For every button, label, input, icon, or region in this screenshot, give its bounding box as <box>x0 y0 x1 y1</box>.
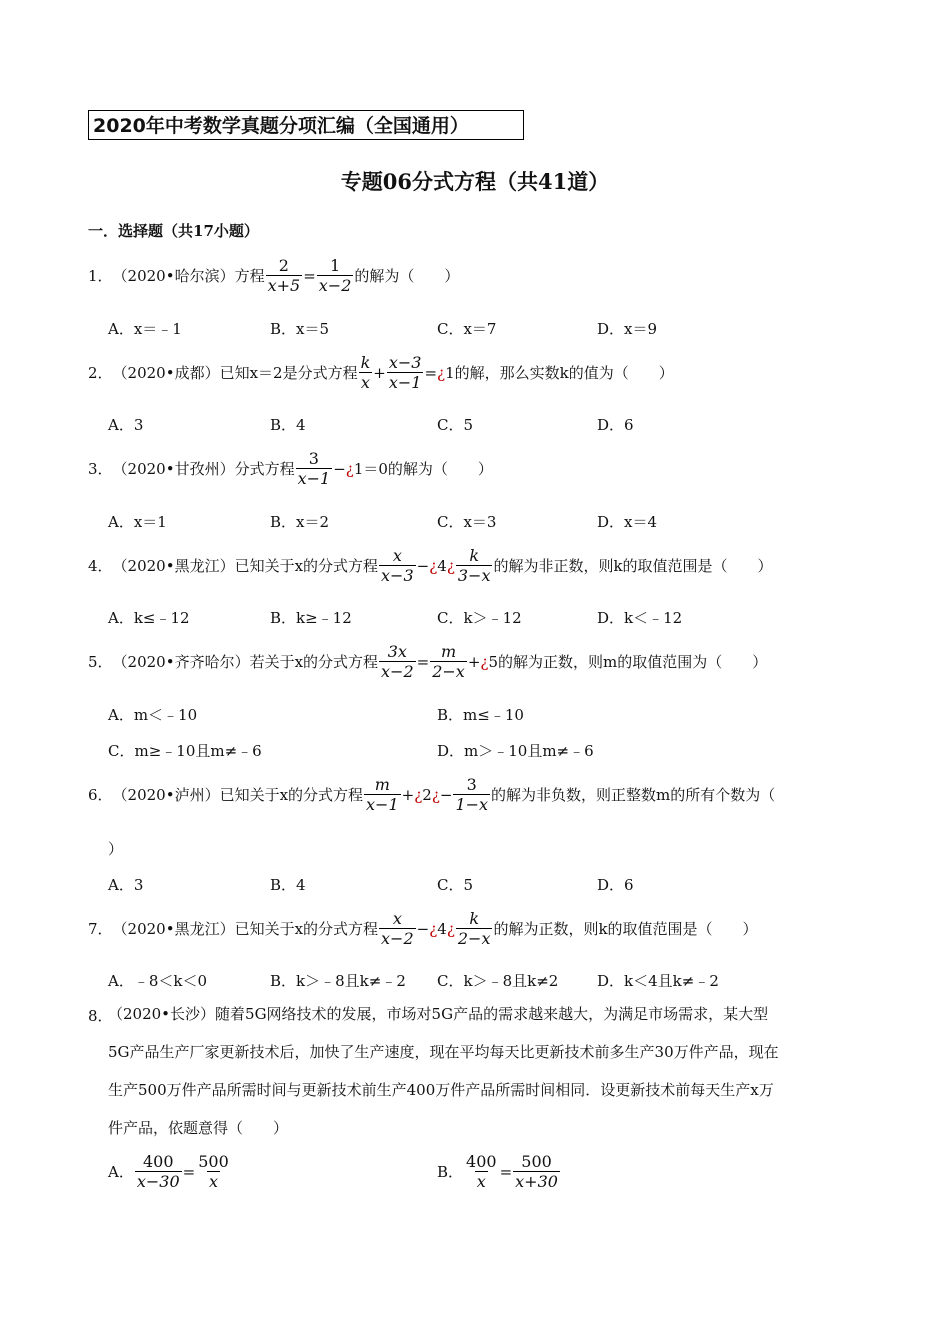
fraction: $\frac{400}{x-30}$ <box>136 1152 180 1191</box>
option-c: C．k＞﹣8且k≠2 <box>437 972 559 990</box>
question-8-line-2: 5G产品生产厂家更新技术后，加快了生产速度，现在平均每天比更新技术前多生产30万件产品，现在 <box>108 1043 779 1061</box>
fraction: $\frac{x}{x-2}$ <box>381 909 414 948</box>
rendering-glyph: ¿ <box>345 459 354 478</box>
option-a: A．m＜﹣10 <box>108 706 198 724</box>
question-number: 1． <box>88 267 113 285</box>
question-4: 4． （2020•黑龙江）已知关于x的分式方程 $\frac{x}{x-3}$ − ¿ 4 ¿ $\frac{k}{3-x}$ 的解为非正数，则k的取值范围是（ ） <box>88 546 773 585</box>
fraction: $\frac{m}{2-x}$ <box>432 642 465 681</box>
option-a: A．x＝1 <box>108 513 167 531</box>
question-source: （2020•黑龙江）已知关于x的分式方程 <box>112 557 379 575</box>
question-continuation: ） <box>108 840 124 858</box>
question-2: 2． （2020•成都）已知x＝2是分式方程 $\frac{k}{x}$ + $\frac{x-3}{x-1}$ = ¿ 1 的解，那么实数k的值为（ ） <box>88 353 674 392</box>
question-number: 7． <box>88 920 113 938</box>
option-b: B．x＝2 <box>270 513 330 531</box>
option-a: A．k≤﹣12 <box>108 609 190 627</box>
question-number: 3． <box>88 460 113 478</box>
option-a: A．3 <box>108 876 144 894</box>
question-source: （2020•泸州）已知关于x的分式方程 <box>112 786 364 804</box>
question-number: 2． <box>88 364 113 382</box>
option-d: D．6 <box>597 876 634 894</box>
question-source: （2020•黑龙江）已知关于x的分式方程 <box>112 920 379 938</box>
option-a: A． $\frac{400}{x-30}$ = $\frac{500}{x}$ <box>108 1152 229 1191</box>
rendering-glyph: ¿ <box>446 919 455 938</box>
option-c: C．5 <box>437 416 474 434</box>
question-source: （2020•成都）已知x＝2是分式方程 <box>112 364 358 382</box>
rendering-glyph: ¿ <box>446 556 455 575</box>
option-b: B．m≤﹣10 <box>437 706 524 724</box>
topic-title: 专题06分式方程（共41道） <box>340 169 610 194</box>
fraction: $\frac{x}{x-3}$ <box>381 546 414 585</box>
fraction: $\frac{3x}{x-2}$ <box>381 642 414 681</box>
option-d: D．x＝4 <box>597 513 658 531</box>
question-source: （2020•哈尔滨）方程 <box>112 267 265 285</box>
rendering-glyph: ¿ <box>429 556 438 575</box>
option-b: B．k＞﹣8且k≠﹣2 <box>270 972 406 990</box>
fraction: $\frac{500}{x+30}$ <box>515 1152 558 1191</box>
option-c: C．x＝7 <box>437 320 497 338</box>
fraction: $\frac{3}{1-x}$ <box>455 775 489 814</box>
option-d: D．x＝9 <box>597 320 658 338</box>
fraction: $\frac{k}{3-x}$ <box>457 546 491 585</box>
option-b: B．x＝5 <box>270 320 330 338</box>
rendering-glyph: ¿ <box>429 919 438 938</box>
option-d: D．k＜4且k≠﹣2 <box>597 972 719 990</box>
compilation-title-box: 2020年中考数学真题分项汇编（全国通用） <box>88 110 524 140</box>
fraction: $\frac{3}{x-1}$ <box>297 449 331 488</box>
option-b: B． $\frac{400}{x}$ = $\frac{500}{x+30}$ <box>437 1152 558 1191</box>
option-b: B．k≥﹣12 <box>270 609 352 627</box>
question-1: 1． （2020•哈尔滨）方程 $\frac{2}{x+5}$ = $\frac{1}{x-2}$ 的解为（ ） <box>88 256 460 295</box>
question-5: 5． （2020•齐齐哈尔）若关于x的分式方程 $\frac{3x}{x-2}$ = $\frac{m}{2-x}$ + ¿ 5 的解为正数，则m的取值范围为（ ） <box>88 642 768 681</box>
question-number: 8． <box>88 1007 113 1025</box>
question-3: 3． （2020•甘孜州）分式方程 $\frac{3}{x-1}$ − ¿ 1＝0 的解为（ ） <box>88 449 493 488</box>
option-c: C．x＝3 <box>437 513 497 531</box>
fraction: $\frac{x-3}{x-1}$ <box>388 353 422 392</box>
question-number: 4． <box>88 557 113 575</box>
fraction: $\frac{400}{x}$ <box>466 1152 497 1191</box>
section-heading: 一．选择题（共17小题） <box>88 222 259 240</box>
option-b: B．4 <box>270 416 306 434</box>
rendering-glyph: ¿ <box>437 363 446 382</box>
option-a: A．﹣8＜k＜0 <box>108 972 208 990</box>
rendering-glyph: ¿ <box>431 785 440 804</box>
option-a: A．3 <box>108 416 144 434</box>
question-7: 7． （2020•黑龙江）已知关于x的分式方程 $\frac{x}{x-2}$ − ¿ 4 ¿ $\frac{k}{2-x}$ 的解为正数，则k的取值范围是（ ） <box>88 909 758 948</box>
option-d: D．m＞﹣10且m≠﹣6 <box>437 742 594 760</box>
option-d: D．6 <box>597 416 634 434</box>
rendering-glyph: ¿ <box>480 652 489 671</box>
question-8-line-4: 件产品，依题意得（ ） <box>108 1119 289 1137</box>
question-6: 6． （2020•泸州）已知关于x的分式方程 $\frac{m}{x-1}$ + ¿ 2 ¿ − $\frac{3}{1-x}$ 的解为非负数，则正整数m的所有个数为（ <box>88 775 776 814</box>
option-a: A．x＝﹣1 <box>108 320 182 338</box>
option-c: C．k＞﹣12 <box>437 609 522 627</box>
question-source: （2020•齐齐哈尔）若关于x的分式方程 <box>112 653 379 671</box>
question-8-line-3: 生产500万件产品所需时间与更新技术前生产400万件产品所需时间相同．设更新技术前每天生产x万 <box>108 1081 774 1099</box>
option-c: C．m≥﹣10且m≠﹣6 <box>108 742 262 760</box>
fraction: $\frac{1}{x-2}$ <box>318 256 352 295</box>
rendering-glyph: ¿ <box>414 785 423 804</box>
question-source: （2020•甘孜州）分式方程 <box>112 460 295 478</box>
option-d: D．k＜﹣12 <box>597 609 683 627</box>
question-number: 6． <box>88 786 113 804</box>
fraction: $\frac{k}{2-x}$ <box>457 909 491 948</box>
fraction: $\frac{500}{x}$ <box>198 1152 229 1191</box>
option-c: C．5 <box>437 876 474 894</box>
option-b: B．4 <box>270 876 306 894</box>
fraction: $\frac{k}{x}$ <box>360 353 371 392</box>
question-8-line-1: （2020•长沙）随着5G网络技术的发展，市场对5G产品的需求越来越大，为满足市场需求，某大型 <box>108 1005 769 1023</box>
fraction: $\frac{m}{x-1}$ <box>366 775 399 814</box>
question-number: 5． <box>88 653 113 671</box>
fraction: $\frac{2}{x+5}$ <box>267 256 301 295</box>
